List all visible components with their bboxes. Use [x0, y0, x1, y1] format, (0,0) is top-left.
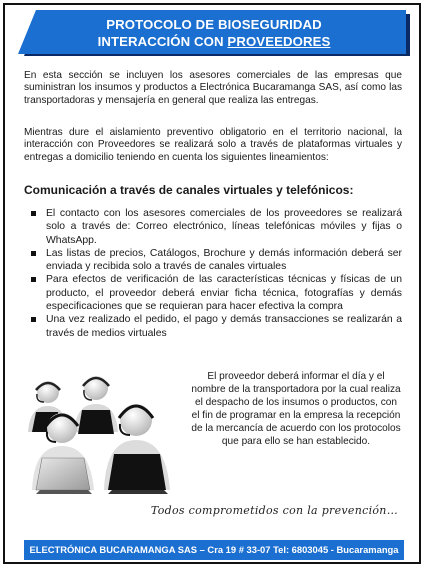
footer-text: ELECTRÓNICA BUCARAMANGA SAS – Cra 19 # 33-07 Tel: 6803045 - Bucaramanga: [29, 544, 399, 555]
guidelines-list: [28, 207, 402, 340]
page-title: [18, 16, 410, 50]
list-item: El contacto con los asesores comerciales de los proveedores se realizará solo a través de: Correo electrónico, líneas telefónicas móviles y fijas o WhatsApp.: [28, 207, 402, 247]
title-line-1: PROTOCOLO DE BIOSEGURIDAD: [106, 17, 322, 32]
list-item: Las listas de precios, Catálogos, Brochure y demás información deberá ser enviada y recibida solo a través de canales virtuales: [28, 247, 402, 274]
list-item: Una vez realizado el pedido, el pago y demás transacciones se realizarán a través de medios virtuales: [28, 313, 402, 340]
call-center-illustration: [14, 362, 184, 494]
section-heading: Comunicación a través de canales virtuales y telefónicos:: [24, 183, 354, 197]
title-line-2-prefix: INTERACCIÓN CON: [97, 34, 228, 49]
supplier-delivery-note: El proveedor deberá informar el día y el nombre de la transportadora por la cual realiza el despacho de los insumos o productos, con el fin de programar en la empresa la recepción de la mercancía de acuerdo con los protocolos que para ello se han establecido.: [191, 371, 401, 447]
title-banner: [18, 10, 410, 56]
title-line-2: [18, 33, 410, 50]
call-center-agents-icon: [14, 362, 184, 494]
title-line-2-underlined: PROVEEDORES: [227, 34, 331, 49]
list-item: Para efectos de verificación de las características técnicas y físicas de un producto, el proveedor deberá enviar ficha técnica, fotografías y demás especificaciones que se requieran para hacer efectiva la compra: [28, 273, 402, 313]
intro-paragraph-1: En esta sección se incluyen los asesores comerciales de las empresas que suministran los insumos y productos a Electrónica Bucaramanga SAS, así como las transportadoras y mensajería en general que realiza las entregas.: [24, 70, 402, 106]
footer-bar: [24, 540, 404, 560]
slogan: Todos comprometidos con la prevención…: [150, 504, 398, 517]
intro-paragraph-2: Mientras dure el aislamiento preventivo obligatorio en el territorio nacional, la interacción con Proveedores se realizará solo a través de plataformas virtuales y entregas a domicilio teniendo en cuenta los siguientes lineamientos:: [24, 127, 402, 163]
